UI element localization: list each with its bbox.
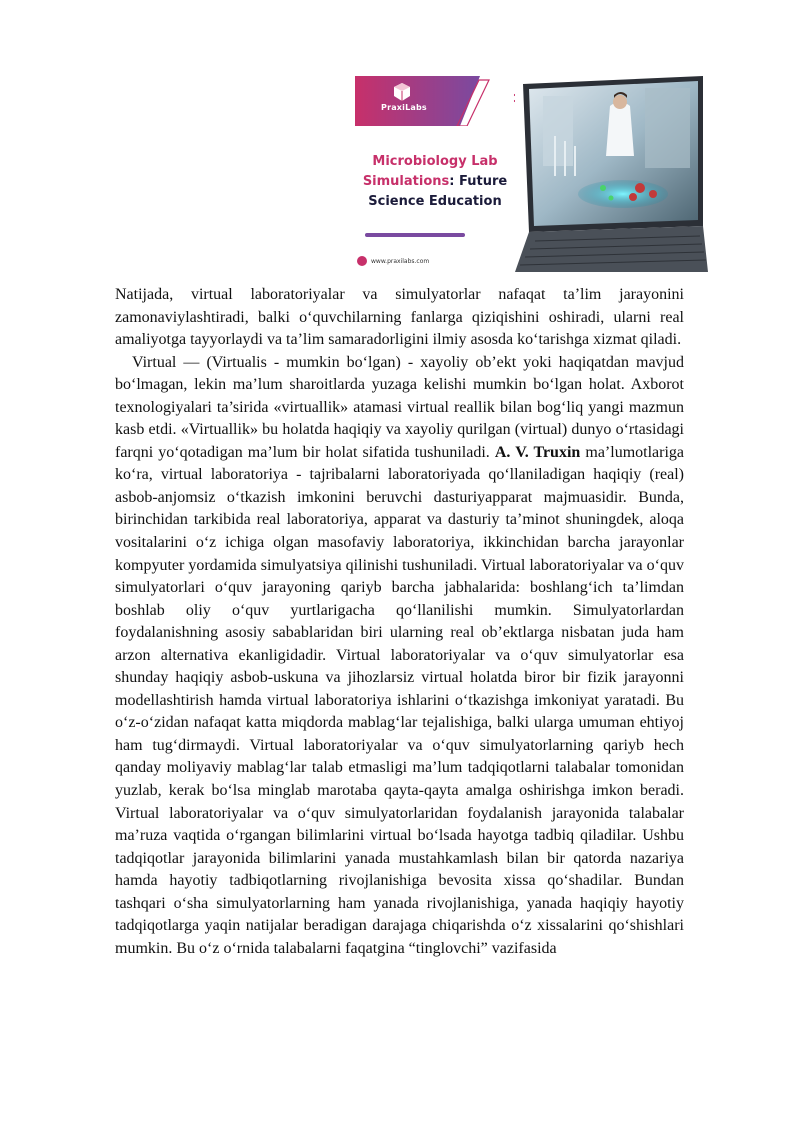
laptop-lab-illustration-icon (515, 76, 708, 272)
banner-underline-bar (365, 233, 465, 237)
banner-title-accent: Simulations (362, 174, 450, 189)
brand-logo (355, 76, 490, 126)
cube-icon (392, 82, 412, 102)
article-banner-image (355, 76, 708, 272)
paragraph-virtual-definition (115, 352, 684, 961)
banner-title-line-1: Microbiology Lab (372, 154, 498, 169)
banner-title-line-3: Science Education (368, 194, 502, 209)
banner-url: www.praxilabs.com (371, 257, 430, 265)
author-name: A. V. Truxin (494, 443, 581, 461)
paragraph-virtual-intro: Virtual — (Virtualis - mumkin bo‘lgan) - xayoliy ob’ekt yoki haqiqatdan mavjud bo‘lmagan, lekin ma’lum sharoitlarda yuzaga kelishi mumkin bo‘lgan holat. Axborot texnologiyalari ta’sirida «virtuallik» atamasi virtual reallik bilan bog‘liq yangi mazmun kasb etdi. «Virtuallik» bu holatda haqiqiy va xayoliy qurilgan (virtual) dunyo o‘rtasidagi farqni yo‘qotadigan ma’lum bir holat sifatida tushuniladi. (115, 353, 684, 461)
banner-title-rest: : Future (449, 174, 508, 189)
paragraph-conclusion: Natijada, virtual laboratoriyalar va simulyatorlar nafaqat ta’lim jarayonini zamonaviylashtiradi, balki o‘quvchilarning fanlarga qiziqishini oshiradi, ularni real amaliyotga tayyorlaydi va ta’lim samaradorligini ilmiy asosda ko‘tarishga xizmat qiladi. (115, 286, 684, 349)
brand-name: PraxiLabs (381, 103, 427, 112)
banner-url-row (357, 255, 429, 267)
document-body (115, 284, 684, 960)
banner-title (355, 152, 515, 212)
globe-icon (357, 256, 367, 266)
paragraph-virtual-body: ma’lumotlariga ko‘ra, virtual laboratoriya - tajribalarni laboratoriyada qo‘llaniladigan haqiqiy (real) asbob-anjomsiz o‘tkazish imkonini beruvchi dasturiyapparat majmuasidir. Bunda, birinchidan tarkibida real laboratoriya, apparat va dasturiy ta’minot shuningdek, aloqa vositalarini o‘z ichiga olgan masofaviy laboratoriya, ikkinchidan barcha jarayonlar kompyuter yordamida simulyatsiya qilinishi tushuniladi. Virtual laboratoriyalar va o‘quv simulyatorlari o‘quv jarayoning qariyb barcha jabhalarida: boshlang‘ich ta’limdan boshlab oliy o‘quv yurtlarigacha qo‘llanilishi mumkin. Simulyatorlardan foydalanishning asosiy sabablaridan biri ularning real ob’ektlarga nisbatan juda ham arzon alternativa ekanligidadir. Virtual laboratoriyalar va o‘quv simulyatorlar esa shunday haqiqiy asbob-uskuna va jihozlarsiz virtual holatda biror bir fizik jarayonni modellashtirish hamda virtual laboratoriya ishlarini o‘tkazishga imkoniyat yaratadi. Bu o‘z-o‘zidan nafaqat katta miqdorda mablag‘lar tejalishiga, balki ularga umuman ehtiyoj ham tug‘dirmaydi. Virtual laboratoriyalar va o‘quv simulyatorlarning qariyb hech qanday moliyaviy mablag‘lar talab etmasligi ma’lum tadqiqotlarni talabalar tomonidan yuzlab, kerak bo‘lsa minglab marotaba qayta-qayta amalga oshirishga imkon beradi. Virtual laboratoriyalar va o‘quv simulyatorlaridan foydalanish jarayonida talabalar ma’ruza vaqtida o‘rgangan bilimlarini virtual bo‘lsada hayotga tadbiq qiladilar. Ushbu tadqiqotlar jarayonida bilimlarini yanada mustahkamlash bilan bir qatorda nazariya hamda hayotiy tadbiqotlarning rivojlanishiga bevosita xissa qo‘shadilar. Bundan tashqari o‘sha simulyatorlarning ham yanada rivojlanishiga, yanada haqiqiy hayotiy tadqiqotlarga yaqin natijalar beradigan darajaga chiqarishda o‘z xissalarini qo‘shishlari mumkin. Bu o‘z o‘rnida talabalarni faqatgina “tinglovchi” vazifasida (115, 443, 684, 957)
logo-background-shape (355, 76, 490, 126)
